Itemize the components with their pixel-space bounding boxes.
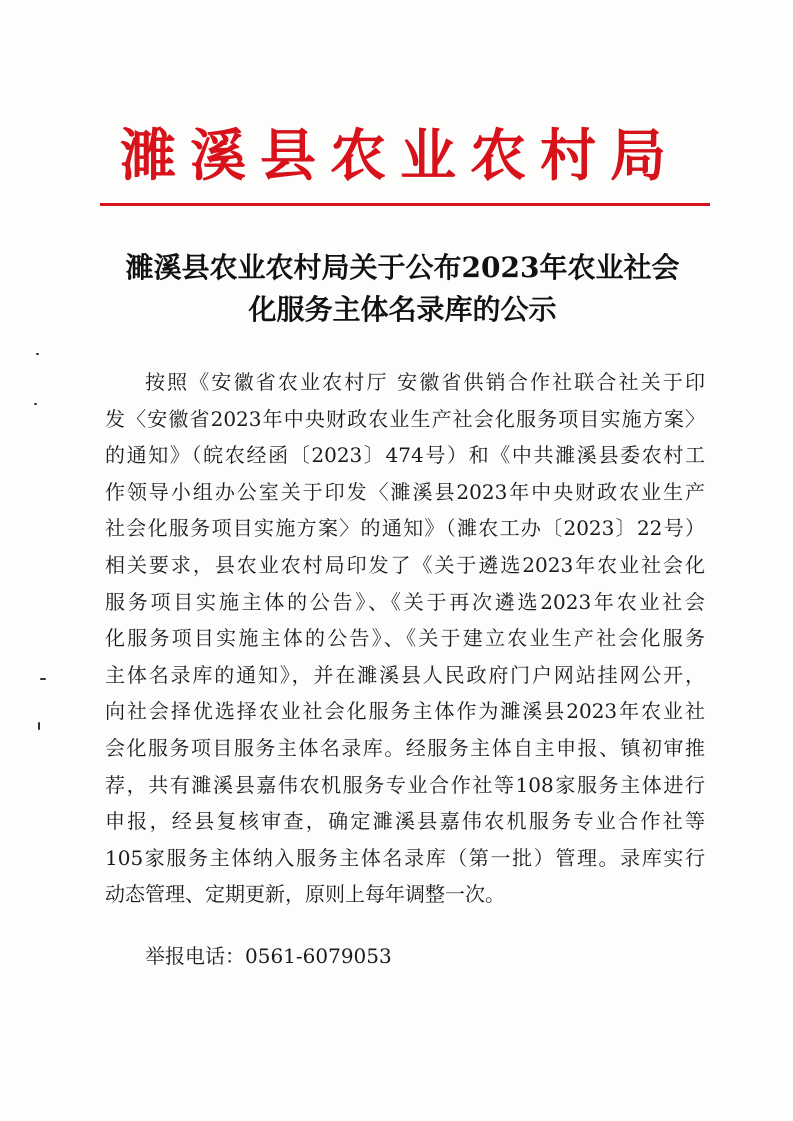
scan-speck [40, 678, 46, 680]
body-line: 发〈安徽省2023年中央财政农业生产社会化服务项目实施方案〉 [105, 406, 705, 431]
body-line: 的通知》（皖农经函〔2023〕474号）和《中共濉溪县委农村工 [105, 443, 705, 468]
body-line: 动态管理、定期更新，原则上每年调整一次。 [105, 882, 505, 907]
body-line: 按照《安徽省农业农村厅 安徽省供销合作社联合社关于印 [145, 370, 705, 394]
report-phone: 举报电话：0561-6079053 [145, 944, 392, 968]
body-line: 相关要求，县农业农村局印发了《关于遴选2023年农业社会化 [105, 552, 705, 577]
organization-letterhead: 濉溪县农业农村局 [120, 123, 680, 189]
letterhead-red-rule [100, 203, 710, 206]
document-body [105, 364, 705, 913]
scan-speck [34, 403, 37, 405]
document-title-line-2: 化服务主体名录库的公示 [248, 293, 557, 326]
body-line: 荐，共有濉溪县嘉伟农机服务专业合作社等108家服务主体进行 [105, 772, 705, 797]
body-line: 主体名录库的通知》，并在濉溪县人民政府门户网站挂网公开， [105, 662, 705, 687]
scan-speck [38, 722, 40, 730]
document-title [95, 247, 710, 331]
body-line: 向社会择优选择农业社会化服务主体作为濉溪县2023年农业社 [105, 699, 705, 724]
body-line: 105家服务主体纳入服务主体名录库（第一批）管理。录库实行 [105, 845, 705, 870]
body-line: 作领导小组办公室关于印发〈濉溪县2023年中央财政农业生产 [105, 479, 705, 504]
body-line: 社会化服务项目实施方案〉的通知》（濉农工办〔2023〕22号） [105, 516, 705, 541]
body-line: 化服务项目实施主体的公告》、《关于建立农业生产社会化服务 [105, 626, 705, 651]
scan-speck [36, 353, 39, 355]
body-line: 服务项目实施主体的公告》、《关于再次遴选2023年农业社会 [105, 589, 705, 614]
document-title-line-1: 濉溪县农业农村局关于公布2023年农业社会 [125, 251, 680, 284]
body-line: 会化服务项目服务主体名录库。经服务主体自主申报、镇初审推 [105, 735, 705, 760]
body-line: 申报，经县复核审查，确定濉溪县嘉伟农机服务专业合作社等 [105, 809, 705, 834]
